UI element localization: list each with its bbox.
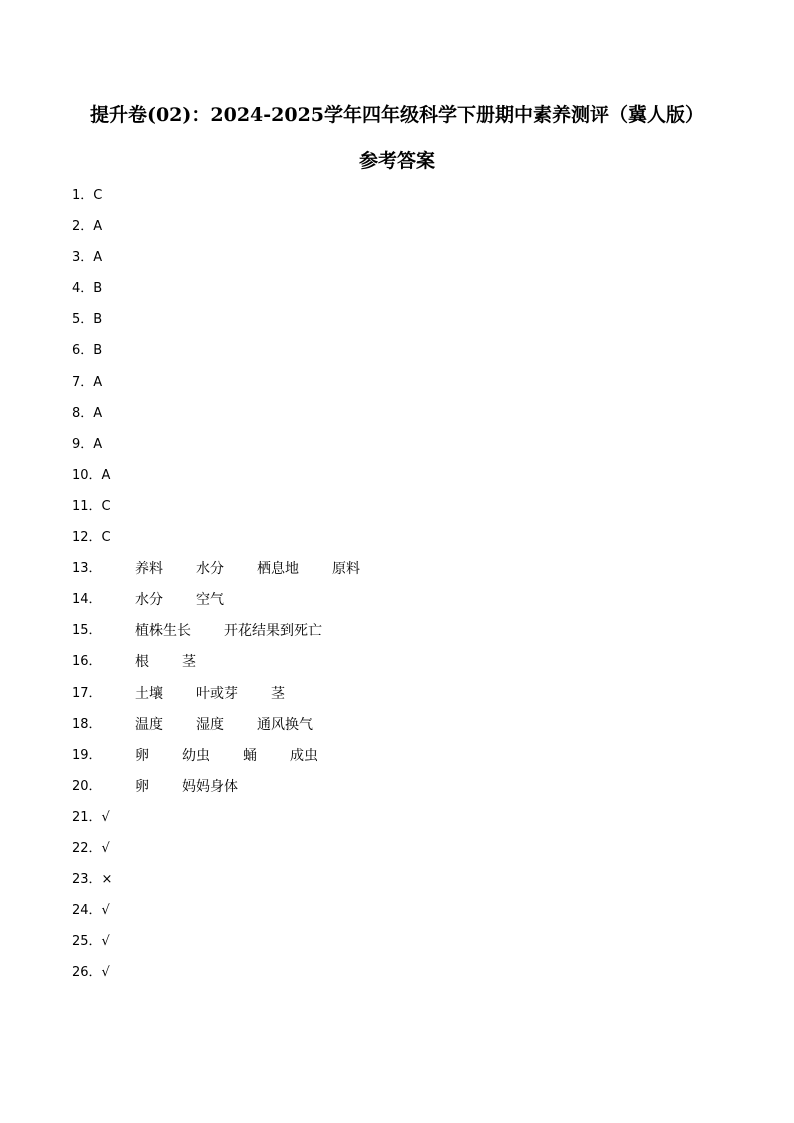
- answer-item: [72, 310, 722, 341]
- answer-number: 26．√: [72, 965, 110, 981]
- answer-blank: 植株生长: [135, 623, 191, 640]
- answer-item: [72, 528, 722, 559]
- answer-blank: 卵: [135, 747, 149, 764]
- answer-number: 14．: [72, 592, 102, 608]
- document-title: 提升卷(02)：2024-2025学年四年级科学下册期中素养测评（冀人版）: [89, 104, 705, 126]
- answer-item: [72, 497, 722, 528]
- answer-number: 9．A: [72, 436, 103, 452]
- answer-item: [72, 746, 722, 777]
- answer-item: [72, 963, 722, 994]
- answer-item: [72, 652, 722, 683]
- answer-item: [72, 590, 722, 621]
- answer-item: [72, 777, 722, 808]
- answer-item: [72, 621, 722, 652]
- answer-item: [72, 901, 722, 932]
- answer-number: 15．: [72, 623, 102, 639]
- answer-blank: 开花结果到死亡: [224, 623, 322, 640]
- answer-blank: 蛹: [243, 747, 257, 764]
- answer-number: 2．A: [72, 219, 103, 235]
- answer-blank: 茎: [182, 654, 196, 671]
- answer-blank: 原料: [332, 561, 360, 578]
- answer-blank: 空气: [196, 592, 224, 609]
- answer-item: [72, 559, 722, 590]
- answer-item: [72, 404, 722, 435]
- answer-blank: 水分: [196, 561, 224, 578]
- answer-item: [72, 435, 722, 466]
- answer-number: 22．√: [72, 840, 110, 856]
- answer-blank: 通风换气: [257, 716, 313, 733]
- answer-item: [72, 932, 722, 963]
- document-subtitle: 参考答案: [358, 150, 435, 172]
- answer-number: 7．A: [72, 374, 103, 390]
- answer-blank: 根: [135, 654, 149, 671]
- answer-number: 11．C: [72, 498, 111, 514]
- answer-number: 19．: [72, 747, 102, 763]
- answer-number: 20．: [72, 778, 102, 794]
- answer-number: 3．A: [72, 250, 103, 266]
- answer-number: 13．: [72, 561, 102, 577]
- answer-item: [72, 373, 722, 404]
- answer-blank: 妈妈身体: [182, 778, 238, 795]
- answer-item: [72, 279, 722, 310]
- answer-number: 18．: [72, 716, 102, 732]
- answer-blank: 栖息地: [257, 561, 299, 578]
- answer-blank: 养料: [135, 561, 163, 578]
- answer-item: [72, 341, 722, 372]
- answer-list: [72, 186, 722, 994]
- answer-blank: 叶或芽: [196, 685, 238, 702]
- answer-number: 21．√: [72, 809, 110, 825]
- answer-number: 4．B: [72, 281, 103, 297]
- answer-item: [72, 839, 722, 870]
- answer-blank: 土壤: [135, 685, 163, 702]
- answer-number: 23．×: [72, 872, 113, 888]
- answer-blank: 茎: [271, 685, 285, 702]
- answer-number: 10．A: [72, 467, 111, 483]
- answer-item: [72, 186, 722, 217]
- answer-number: 5．B: [72, 312, 103, 328]
- answer-item: [72, 248, 722, 279]
- answer-number: 6．B: [72, 343, 103, 359]
- answer-blank: 卵: [135, 778, 149, 795]
- answer-item: [72, 870, 722, 901]
- answer-number: 16．: [72, 654, 102, 670]
- answer-number: 12．C: [72, 530, 111, 546]
- answer-blank: 幼虫: [182, 747, 210, 764]
- answer-number: 17．: [72, 685, 102, 701]
- answer-item: [72, 217, 722, 248]
- answer-blank: 温度: [135, 716, 163, 733]
- answer-number: 8．A: [72, 405, 103, 421]
- answer-number: 1．C: [72, 188, 103, 203]
- answer-item: [72, 466, 722, 497]
- answer-number: 24．√: [72, 903, 110, 919]
- answer-item: [72, 715, 722, 746]
- answer-number: 25．√: [72, 934, 110, 950]
- answer-item: [72, 808, 722, 839]
- answer-blank: 水分: [135, 592, 163, 609]
- answer-blank: 湿度: [196, 716, 224, 733]
- answer-blank: 成虫: [290, 747, 318, 764]
- answer-item: [72, 684, 722, 715]
